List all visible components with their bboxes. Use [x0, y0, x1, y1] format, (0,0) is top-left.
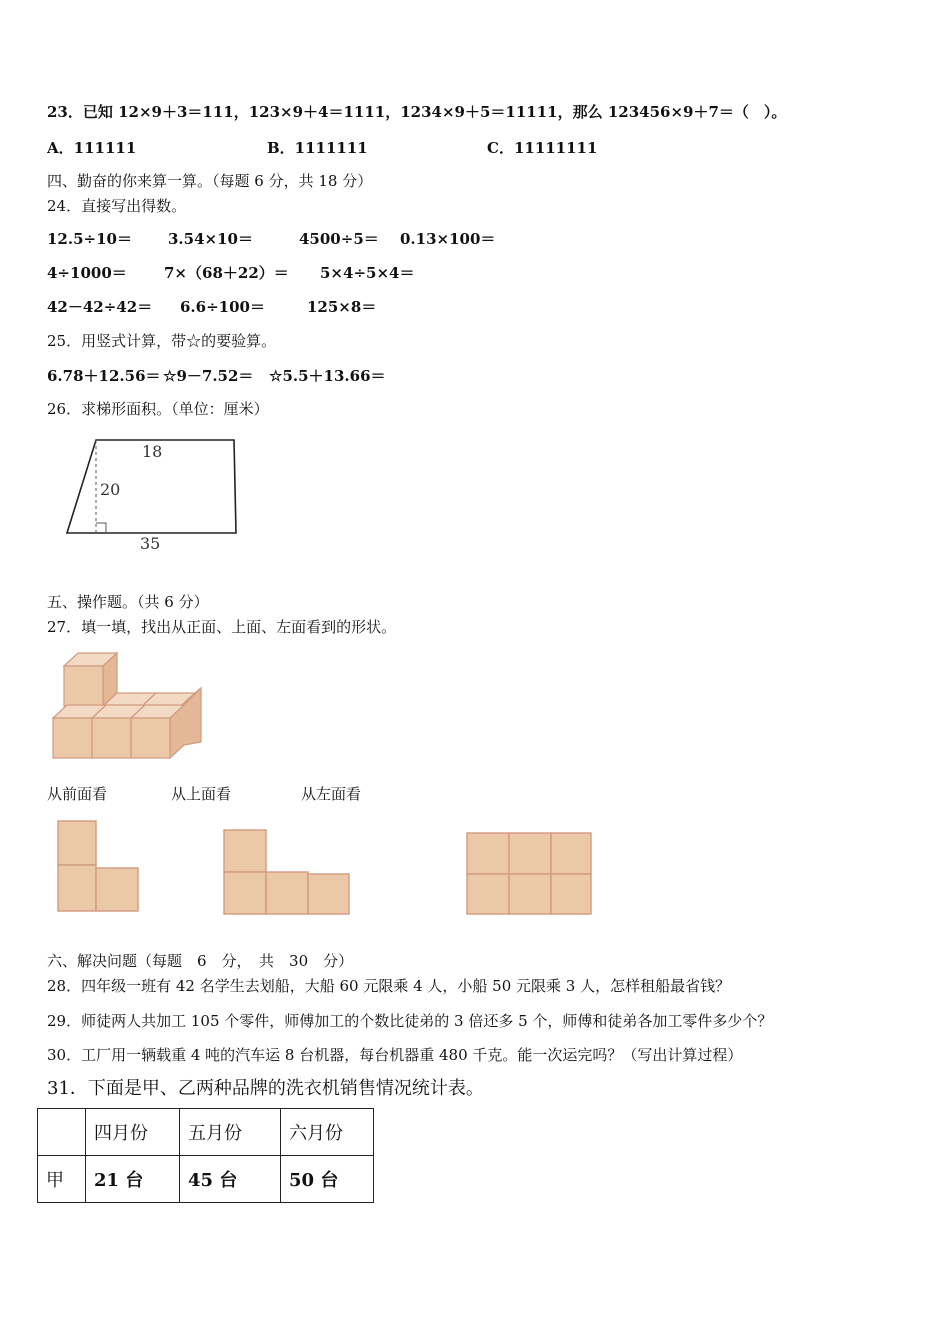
section4-heading: 四、勤奋的你来算一算。（每题 6 分，共 18 分） — [47, 172, 373, 190]
trapezoid-height-label: 20 — [100, 480, 121, 499]
cube-arrangement-figure — [47, 648, 207, 763]
table-cell: 50 台 — [281, 1156, 374, 1203]
q24-item: 4500÷5＝ — [299, 230, 379, 248]
view-label-front: 从前面看 — [47, 785, 108, 803]
q23-option-a: A．111111 — [47, 139, 137, 157]
table-cell — [38, 1109, 86, 1156]
q31-title: 31．下面是甲、乙两种品牌的洗衣机销售情况统计表。 — [47, 1078, 484, 1099]
q25-title: 25．用竖式计算，带☆的要验算。 — [47, 332, 277, 350]
q24-item: 125×8＝ — [307, 298, 377, 316]
q24-item: 0.13×100＝ — [400, 230, 496, 248]
q24-item: 42－42÷42＝ — [47, 298, 153, 316]
q28-text: 28．四年级一班有 42 名学生去划船，大船 60 元限乘 4 人，小船 50 元限乘 3 人，怎样租船最省钱？ — [47, 977, 731, 995]
table-cell: 六月份 — [281, 1109, 374, 1156]
q23-option-c: C．11111111 — [487, 139, 598, 157]
q29-text: 29．师徒两人共加工 105 个零件，师傅加工的个数比徒弟的 3 倍还多 5 个，师傅和徒弟各加工零件多少个？ — [47, 1012, 773, 1030]
table-header-row — [38, 1109, 374, 1156]
table-row — [38, 1156, 374, 1203]
q24-item: 4÷1000＝ — [47, 264, 127, 282]
front-view-figure — [55, 818, 145, 918]
table-cell: 甲 — [38, 1156, 86, 1203]
q24-title: 24．直接写出得数。 — [47, 197, 187, 215]
section5-heading: 五、操作题。（共 6 分） — [47, 593, 209, 611]
q24-item: 6.6÷100＝ — [180, 298, 265, 316]
table-cell: 五月份 — [180, 1109, 281, 1156]
q24-item: 7×（68＋22）＝ — [164, 264, 289, 282]
q25-item: ☆5.5＋13.66＝ — [269, 367, 386, 385]
q25-item: 6.78＋12.56＝ — [47, 367, 161, 385]
trapezoid-top-label: 18 — [142, 442, 163, 461]
q24-item: 3.54×10＝ — [168, 230, 253, 248]
left-view-figure — [464, 830, 596, 918]
q24-item: 12.5÷10＝ — [47, 230, 132, 248]
q23-text: 23．已知 12×9＋3＝111，123×9＋4＝1111，1234×9＋5＝11111，那么 123456×9＋7＝（ ）。 — [47, 103, 787, 121]
q27-title: 27．填一填，找出从正面、上面、左面看到的形状。 — [47, 618, 397, 636]
table-cell: 21 台 — [86, 1156, 180, 1203]
q25-item: ☆9－7.52＝ — [163, 367, 254, 385]
view-label-left: 从左面看 — [301, 785, 362, 803]
q24-item: 5×4÷5×4＝ — [320, 264, 415, 282]
sales-table — [37, 1108, 374, 1203]
top-view-figure — [221, 828, 353, 918]
table-cell: 四月份 — [86, 1109, 180, 1156]
q30-text: 30．工厂用一辆载重 4 吨的汽车运 8 台机器，每台机器重 480 千克。能一次运完吗？（写出计算过程） — [47, 1046, 743, 1064]
trapezoid-bottom-label: 35 — [140, 534, 161, 553]
q26-title: 26．求梯形面积。（单位：厘米） — [47, 400, 269, 418]
trapezoid-figure — [60, 432, 250, 557]
q23-option-b: B．1111111 — [267, 139, 368, 157]
table-cell: 45 台 — [180, 1156, 281, 1203]
section6-heading: 六、解决问题（每题 6 分， 共 30 分） — [47, 952, 354, 970]
view-label-top: 从上面看 — [171, 785, 232, 803]
